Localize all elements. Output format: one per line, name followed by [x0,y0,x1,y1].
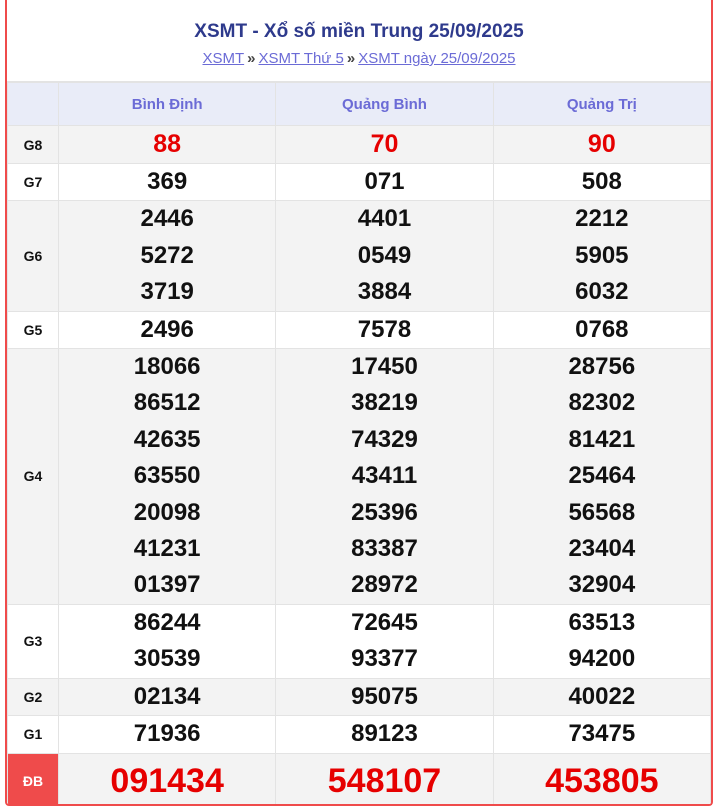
prize-number: 28972 [351,571,418,599]
prize-cell [493,349,710,605]
prize-number: 70 [370,130,399,158]
prize-label: G7 [8,164,59,201]
prize-number: 82302 [568,389,636,417]
prize-number: 02134 [133,682,201,710]
prize-cell [59,716,276,753]
special-prize-row [8,753,711,806]
prize-row-g2 [8,678,711,715]
prize-label: G5 [8,311,59,348]
breadcrumb-separator: » [247,50,256,67]
prize-cell [493,753,710,806]
prize-number: 01397 [133,571,201,599]
prize-cell [493,201,710,311]
prize-row-g8 [8,126,711,164]
prize-label: G8 [8,126,59,164]
prize-cell [276,201,493,311]
prize-number: 38219 [351,389,418,417]
prize-number: 0549 [357,241,412,269]
prize-cell [59,753,276,806]
prize-number: 071 [364,168,405,195]
prize-number: 40022 [568,682,636,710]
prize-cell [276,311,493,348]
prize-cell [493,126,710,164]
prize-cell [276,678,493,715]
prize-label: G3 [8,604,59,678]
page-title: XSMT - Xổ số miền Trung 25/09/2025 [194,21,524,42]
prize-number: 63550 [133,462,201,490]
prize-label: G2 [8,678,59,715]
prize-cell [276,716,493,753]
prize-cell [59,164,276,201]
prize-number: 88 [153,130,182,158]
province-header-row [8,83,711,126]
prize-cell [276,604,493,678]
prize-number: 508 [581,168,622,195]
prize-row-g6 [8,201,711,311]
prize-number: 63513 [568,608,636,636]
prize-number: 42635 [133,425,201,453]
prize-number: 2496 [140,315,194,343]
prize-number: 2212 [575,205,629,233]
special-prize-number: 548107 [327,761,442,800]
prize-cell [493,604,710,678]
prize-number: 20098 [133,498,201,526]
prize-number: 2446 [140,205,194,233]
prize-label: G1 [8,716,59,753]
prize-number: 7578 [357,315,412,343]
prize-cell [276,349,493,605]
prize-number: 41231 [133,535,201,563]
prize-number: 25464 [568,462,636,490]
results-card [5,0,713,806]
prize-number: 5272 [140,241,194,269]
prize-number: 43411 [351,462,418,490]
prize-number: 74329 [351,425,418,453]
province-header-binh-dinh[interactable]: Bình Định [59,83,276,126]
prize-number: 3719 [140,278,194,306]
prize-cell [493,716,710,753]
prize-label: G6 [8,201,59,311]
prize-cell [59,126,276,164]
prize-cell [59,311,276,348]
prize-number: 4401 [357,205,412,233]
prize-number: 71936 [133,720,201,748]
results-header [7,0,711,82]
prize-row-g1 [8,716,711,753]
prize-number: 30539 [133,645,201,673]
prize-number: 17450 [351,353,418,381]
special-prize-number: 453805 [545,761,659,800]
prize-number: 73475 [568,720,636,748]
prize-cell [276,164,493,201]
breadcrumb-xsmt-link[interactable]: XSMT [202,50,245,67]
prize-number: 56568 [568,498,636,526]
prize-number: 23404 [568,535,636,563]
prize-cell [276,126,493,164]
prize-cell [493,311,710,348]
prize-number: 18066 [133,353,201,381]
prize-number: 3884 [357,278,412,306]
breadcrumb [7,50,711,68]
results-table [7,82,711,806]
prize-label: ĐB [8,753,59,806]
prize-number: 81421 [568,425,636,453]
province-header-quang-tri[interactable]: Quảng Trị [493,83,710,126]
prize-number: 94200 [568,645,636,673]
prize-row-g7 [8,164,711,201]
prize-cell [59,678,276,715]
breadcrumb-weekday-link[interactable]: XSMT Thứ 5 [258,50,344,67]
prize-number: 5905 [575,241,629,269]
special-prize-number: 091434 [110,761,224,800]
prize-cell [59,349,276,605]
prize-row-g4 [8,349,711,605]
prize-number: 72645 [351,608,418,636]
prize-column-header [8,83,59,126]
prize-number: 83387 [351,535,418,563]
prize-number: 89123 [351,720,418,748]
prize-cell [59,604,276,678]
prize-number: 32904 [568,571,636,599]
prize-number: 28756 [568,353,636,381]
prize-cell [59,201,276,311]
prize-number: 0768 [575,315,629,343]
prize-number: 86512 [133,389,201,417]
prize-number: 95075 [351,682,418,710]
prize-number: 6032 [575,278,629,306]
prize-row-g3 [8,604,711,678]
prize-number: 25396 [351,498,418,526]
prize-number: 86244 [133,608,201,636]
prize-number: 369 [147,168,188,195]
prize-number: 93377 [351,645,418,673]
breadcrumb-date-link[interactable]: XSMT ngày 25/09/2025 [358,50,516,67]
prize-cell [276,753,493,806]
prize-cell [493,164,710,201]
prize-label: G4 [8,349,59,605]
prize-row-g5 [8,311,711,348]
prize-cell [493,678,710,715]
province-header-quang-binh[interactable]: Quảng Bình [276,83,493,126]
prize-number: 90 [587,130,616,158]
breadcrumb-separator: » [346,50,356,67]
